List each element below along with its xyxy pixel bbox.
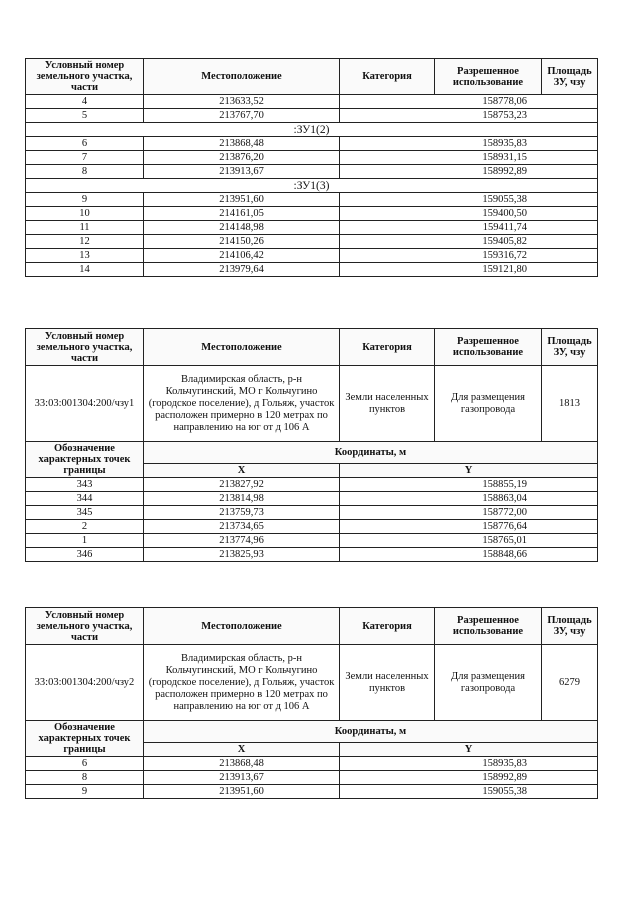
parcel-table-chzu1: [25, 328, 598, 562]
table-row: [26, 137, 598, 151]
coord-x: 213767,70: [144, 109, 340, 123]
point-number: 2: [26, 520, 144, 534]
section-label: :ЗУ1(2): [26, 123, 598, 137]
coordinates-table-zu1: [25, 58, 598, 277]
parcel-info-row: [26, 645, 598, 721]
category-text: Земли населенных пунктов: [340, 366, 435, 442]
coord-x: 213951,60: [144, 785, 340, 799]
table-row: [26, 492, 598, 506]
coord-x: 213759,73: [144, 506, 340, 520]
table-row: [26, 771, 598, 785]
coord-x: 213633,52: [144, 95, 340, 109]
point-number: 10: [26, 207, 144, 221]
header-cadastral: Условный номер земельного участка, части: [26, 329, 144, 366]
header-y: Y: [340, 464, 598, 478]
section-row: [26, 179, 598, 193]
coord-y: 158848,66: [340, 548, 598, 562]
section-row: [26, 123, 598, 137]
header-cadastral: Условный номер земельного участка, части: [26, 608, 144, 645]
table-header-row: [26, 329, 598, 366]
table-row: [26, 520, 598, 534]
table-row: [26, 548, 598, 562]
coord-x: 213814,98: [144, 492, 340, 506]
table-row: [26, 235, 598, 249]
coord-y: 159405,82: [340, 235, 598, 249]
table-row: [26, 109, 598, 123]
coords-header-row: [26, 442, 598, 464]
coord-x: 213876,20: [144, 151, 340, 165]
coord-x: 213979,64: [144, 263, 340, 277]
coord-x: 214148,98: [144, 221, 340, 235]
category-text: Земли населенных пунктов: [340, 645, 435, 721]
table-header-row: [26, 608, 598, 645]
coord-x: 213913,67: [144, 771, 340, 785]
coord-y: 159316,72: [340, 249, 598, 263]
table-row: [26, 785, 598, 799]
coord-y: 159055,38: [340, 193, 598, 207]
permitted-use-text: Для размещения газопровода: [435, 645, 542, 721]
header-area: Площадь ЗУ, чзу: [542, 608, 598, 645]
location-text: Владимирская область, р-н Кольчугинский, МО г Кольчугино (городское поселение), д Гольяж, участок расположен примерно в 120 метрах по направлению на юг от д 106 А: [144, 366, 340, 442]
coord-x: 213734,65: [144, 520, 340, 534]
header-permitted-use: Разрешенное использование: [435, 608, 542, 645]
coord-x: 213951,60: [144, 193, 340, 207]
coord-y: 159411,74: [340, 221, 598, 235]
point-number: 8: [26, 771, 144, 785]
header-category: Категория: [340, 608, 435, 645]
coord-y: 158855,19: [340, 478, 598, 492]
header-points: Обозначение характерных точек границы: [26, 721, 144, 757]
point-number: 1: [26, 534, 144, 548]
parcel-info-row: [26, 366, 598, 442]
header-category: Категория: [340, 329, 435, 366]
point-number: 6: [26, 757, 144, 771]
coord-y: 158753,23: [340, 109, 598, 123]
point-number: 345: [26, 506, 144, 520]
header-location: Местоположение: [144, 329, 340, 366]
point-number: 346: [26, 548, 144, 562]
coord-x: 213868,48: [144, 757, 340, 771]
point-number: 9: [26, 193, 144, 207]
area-value: 6279: [542, 645, 598, 721]
header-coordinates: Координаты, м: [144, 721, 598, 743]
coord-y: 159400,50: [340, 207, 598, 221]
section-label: :ЗУ1(3): [26, 179, 598, 193]
coord-y: 159055,38: [340, 785, 598, 799]
header-x: X: [144, 743, 340, 757]
point-number: 7: [26, 151, 144, 165]
coord-y: 159121,80: [340, 263, 598, 277]
table-row: [26, 506, 598, 520]
point-number: 9: [26, 785, 144, 799]
coord-x: 213825,93: [144, 548, 340, 562]
table-row: [26, 221, 598, 235]
point-number: 14: [26, 263, 144, 277]
coord-x: 213868,48: [144, 137, 340, 151]
point-number: 5: [26, 109, 144, 123]
location-text: Владимирская область, р-н Кольчугинский, МО г Кольчугино (городское поселение), д Гольяж, участок расположен примерно в 120 метрах по направлению на юг от д 106 А: [144, 645, 340, 721]
table-row: [26, 151, 598, 165]
point-number: 344: [26, 492, 144, 506]
header-permitted-use: Разрешенное использование: [435, 329, 542, 366]
point-number: 11: [26, 221, 144, 235]
table-row: [26, 95, 598, 109]
table-row: [26, 478, 598, 492]
coord-x: 213913,67: [144, 165, 340, 179]
header-area: Площадь ЗУ, чзу: [542, 329, 598, 366]
coord-y: 158992,89: [340, 165, 598, 179]
point-number: 4: [26, 95, 144, 109]
point-number: 6: [26, 137, 144, 151]
header-location: Местоположение: [144, 59, 340, 95]
coord-y: 158778,06: [340, 95, 598, 109]
header-y: Y: [340, 743, 598, 757]
permitted-use-text: Для размещения газопровода: [435, 366, 542, 442]
area-value: 1813: [542, 366, 598, 442]
coord-y: 158931,15: [340, 151, 598, 165]
coord-x: 214150,26: [144, 235, 340, 249]
point-number: 343: [26, 478, 144, 492]
coord-x: 214161,05: [144, 207, 340, 221]
coord-y: 158863,04: [340, 492, 598, 506]
coord-x: 214106,42: [144, 249, 340, 263]
coord-x: 213774,96: [144, 534, 340, 548]
coord-y: 158765,01: [340, 534, 598, 548]
point-number: 8: [26, 165, 144, 179]
header-x: X: [144, 464, 340, 478]
table-row: [26, 207, 598, 221]
header-points: Обозначение характерных точек границы: [26, 442, 144, 478]
header-area: Площадь ЗУ, чзу: [542, 59, 598, 95]
table-row: [26, 534, 598, 548]
coord-y: 158935,83: [340, 137, 598, 151]
table-row: [26, 263, 598, 277]
header-coordinates: Координаты, м: [144, 442, 598, 464]
coord-y: 158992,89: [340, 771, 598, 785]
table-header-row: [26, 59, 598, 95]
parcel-table-chzu2: [25, 607, 598, 799]
cadastral-number: 33:03:001304:200/чзу1: [26, 366, 144, 442]
header-location: Местоположение: [144, 608, 340, 645]
header-category: Категория: [340, 59, 435, 95]
coord-y: 158772,00: [340, 506, 598, 520]
point-number: 12: [26, 235, 144, 249]
coords-header-row: [26, 721, 598, 743]
header-cadastral: Условный номер земельного участка, части: [26, 59, 144, 95]
table-row: [26, 193, 598, 207]
table-row: [26, 757, 598, 771]
table-row: [26, 249, 598, 263]
point-number: 13: [26, 249, 144, 263]
coord-y: 158935,83: [340, 757, 598, 771]
header-permitted-use: Разрешенное использование: [435, 59, 542, 95]
cadastral-number: 33:03:001304:200/чзу2: [26, 645, 144, 721]
coord-y: 158776,64: [340, 520, 598, 534]
table-row: [26, 165, 598, 179]
coord-x: 213827,92: [144, 478, 340, 492]
